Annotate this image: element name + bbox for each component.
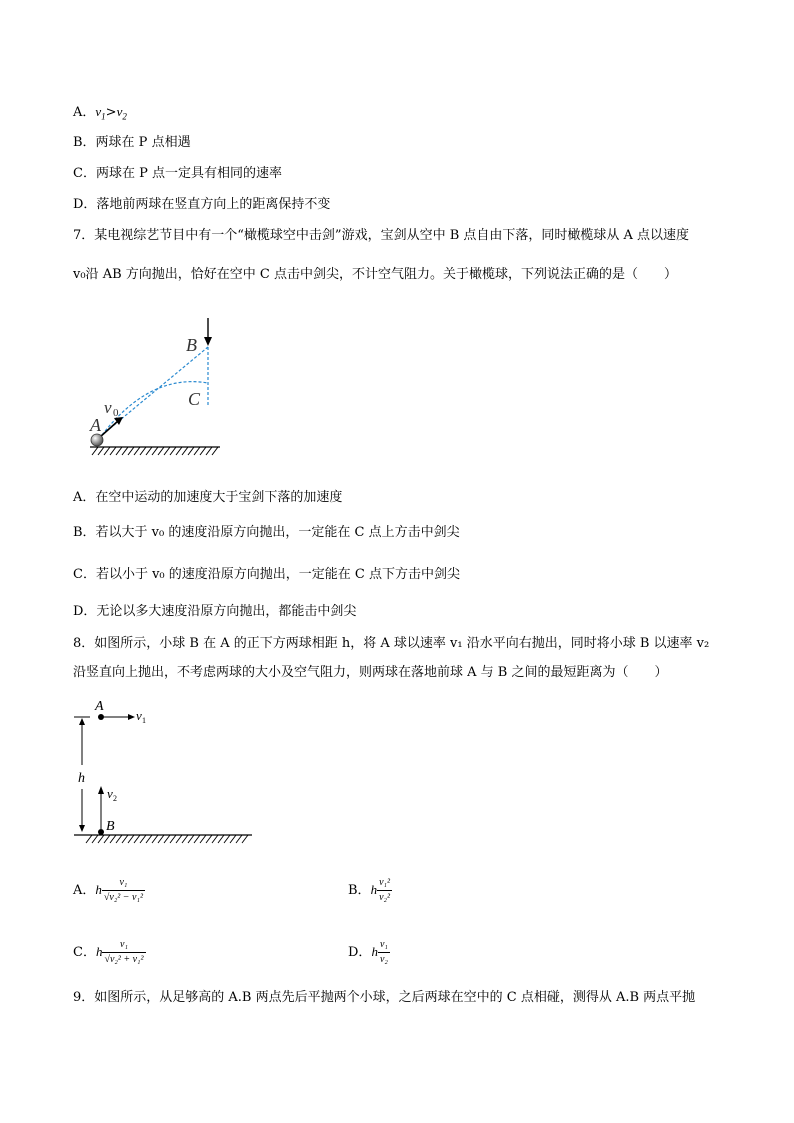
- q6-a-sub1: 1: [101, 111, 106, 122]
- q6-option-a: [73, 103, 127, 126]
- q8-label-v1: v: [136, 708, 142, 723]
- q8-figure: [70, 695, 260, 847]
- q8-option-b-label: B．: [348, 883, 371, 898]
- q8-ball-a-icon: [98, 714, 104, 720]
- q8-dim-up-arrow-icon: [79, 718, 85, 725]
- q8-option-c-label: C．: [73, 945, 96, 960]
- q8-stem-line1: 8．如图所示，小球 B 在 A 的正下方两球相距 h，将 A 球以速率 v₁ 沿水平向右抛出，同时将小球 B 以速率 v₂: [73, 636, 710, 651]
- q6-option-c: C．两球在 P 点一定具有相同的速率: [73, 166, 282, 181]
- q7-option-a: A．在空中运动的加速度大于宝剑下落的加速度: [73, 490, 343, 505]
- q8-option-d: [348, 938, 390, 967]
- q8-label-v2-sub: 2: [113, 794, 117, 803]
- q8-a-den: √v₂² − v₁²: [103, 892, 143, 903]
- q6-a-v1: v: [95, 104, 102, 119]
- q8-option-c: [73, 938, 146, 967]
- q8-label-a: A: [95, 699, 104, 714]
- q8-b-den: v₂²: [379, 892, 390, 903]
- q7-stem-line2: v₀沿 AB 方向抛出，恰好在空中 C 点击中剑尖，不计空气阻力。关于橄榄球，下列说法正确的是（ ）: [73, 267, 677, 282]
- q7-option-c: C．若以小于 v₀ 的速度沿原方向抛出，一定能在 C 点下方击中剑尖: [73, 567, 460, 582]
- q8-ground-hatch: [86, 835, 248, 843]
- q6-option-d: D．落地前两球在竖直方向上的距离保持不变: [73, 197, 331, 212]
- q8-b-num: v₁²: [379, 877, 390, 888]
- q8-v1-arrow-icon: [128, 714, 135, 720]
- q7-figure: [80, 315, 230, 460]
- q7-ground-hatch: [92, 447, 218, 455]
- q6-option-b: B．两球在 P 点相遇: [73, 135, 191, 150]
- q8-a-h: h: [95, 882, 102, 897]
- q9-stem-line1: 9．如图所示，从足够高的 A.B 两点先后平抛两个小球，之后两球在空中的 C 点相碰，测得从 A.B 两点平抛: [73, 990, 696, 1005]
- q7-sword-arrow-icon: [204, 337, 212, 346]
- q8-c-den: √v₂² + v₁²: [104, 954, 144, 965]
- q8-d-h: h: [371, 944, 378, 959]
- q6-option-a-label: A．: [73, 105, 96, 120]
- q8-option-b: [348, 876, 392, 905]
- q8-d-den: v₂: [379, 954, 388, 965]
- q8-a-num: v₁: [119, 877, 128, 888]
- q8-option-a: [73, 876, 145, 905]
- q7-label-v-sub: 0: [113, 407, 119, 419]
- q7-velocity-arrow-shaft: [100, 421, 118, 437]
- q8-c-h: h: [95, 944, 103, 959]
- q7-ball-icon: [91, 434, 103, 446]
- q8-d-fraction: [378, 938, 390, 967]
- q7-option-d: D．无论以多大速度沿原方向抛出，都能击中剑尖: [73, 604, 357, 619]
- q7-label-a: A: [90, 415, 101, 435]
- q7-stem-line1: 7．某电视综艺节目中有一个“橄榄球空中击剑”游戏，宝剑从空中 B 点自由下落，同时橄榄球从 A 点以速度: [73, 228, 690, 243]
- q8-label-b: B: [106, 819, 115, 834]
- q8-dim-down-arrow-icon: [79, 825, 85, 832]
- q7-label-v: v: [104, 398, 112, 417]
- q8-d-num: v₁: [379, 939, 388, 950]
- q8-a-fraction: [102, 876, 145, 905]
- q6-a-v2: v: [116, 104, 123, 119]
- q8-v2-arrow-icon: [98, 786, 104, 794]
- q8-label-h: h: [78, 771, 85, 786]
- q8-ball-b-icon: [98, 829, 104, 835]
- q7-option-b: B．若以大于 v₀ 的速度沿原方向抛出，一定能在 C 点上方击中剑尖: [73, 525, 460, 540]
- q8-option-a-label: A．: [73, 883, 96, 898]
- q7-label-c: C: [188, 389, 201, 409]
- q6-a-gt: >: [105, 105, 117, 120]
- q8-label-v1-sub: 1: [142, 716, 146, 725]
- q7-label-b: B: [186, 335, 197, 355]
- q6-a-sub2: 2: [122, 111, 127, 122]
- q8-option-d-label: D．: [348, 945, 372, 960]
- q8-b-h: h: [370, 882, 378, 897]
- q8-c-num: v₁: [120, 939, 128, 950]
- q8-stem-line2: 沿竖直向上抛出，不考虑两球的大小及空气阻力，则两球在落地前球 A 与 B 之间的最短距离为（ ）: [73, 665, 668, 680]
- q8-label-v2: v: [107, 786, 113, 801]
- q8-c-fraction: [102, 938, 145, 967]
- q8-b-fraction: [377, 876, 392, 905]
